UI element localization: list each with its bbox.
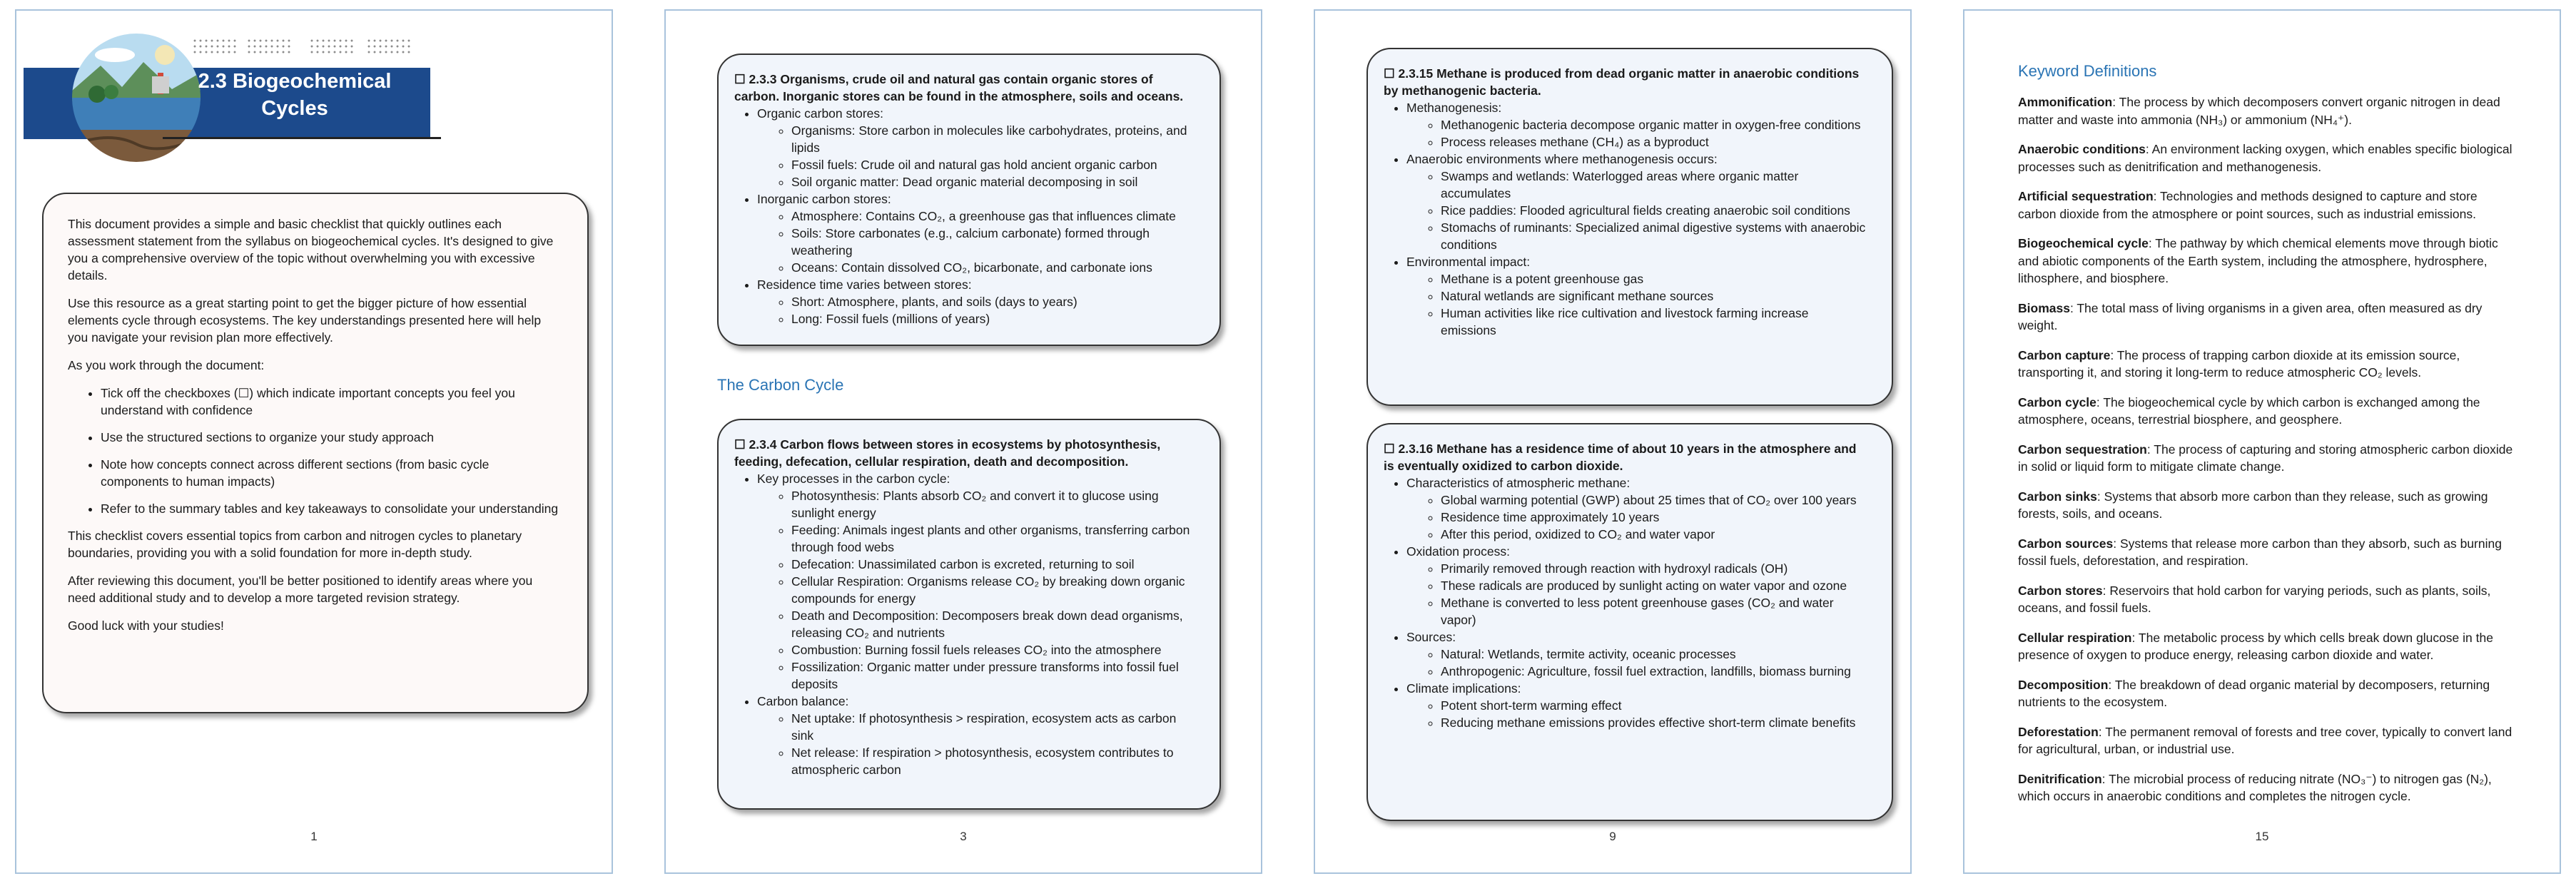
intro-paragraph: Use this resource as a great starting point to get the bigger picture of how essential elements cycle through ecosystems. The key understandings presented here will help you navigate your revision plan more effectively. xyxy=(68,296,542,345)
list-item: ◦ These radicals are produced by sunlight acting on water vapor and ozone xyxy=(1441,577,1867,594)
page-1 xyxy=(15,9,613,874)
list-item: ◦ Feeding: Animals ingest plants and other organisms, transferring carbon through food webs xyxy=(791,521,1195,556)
ecosystem-globe-illustration xyxy=(72,34,201,162)
title-underline xyxy=(163,137,441,139)
list-item: ◦ After this period, oxidized to CO₂ and water vapor xyxy=(1441,526,1867,543)
list-item: ◦ Reducing methane emissions provides effective short-term climate benefits xyxy=(1441,714,1867,731)
decorative-dots xyxy=(246,38,290,56)
keyword-entry: Carbon sequestration: The process of capturing and storing atmospheric carbon dioxide in solid or liquid form to mitigate climate change. xyxy=(2018,442,2513,474)
decorative-dots xyxy=(192,38,236,56)
checklist-item-title: ☐ 2.3.4 Carbon flows between stores in ecosystems by photosynthesis, feeding, defecation, cellular respiration, death and decomposition. xyxy=(734,437,1161,469)
keyword-entry: Carbon cycle: The biogeochemical cycle by which carbon is exchanged among the atmosphere, oceans, terrestrial biosphere, and geosphere. xyxy=(2018,394,2480,427)
list-item: • Carbon balance: ◦ Net uptake: If photosynthesis > respiration, ecosystem acts as carbon sink ◦ Net release: If respiration > photosynthesis, ecosystem contributes to atmospheric carbon xyxy=(757,693,1195,778)
keyword-entry: Carbon sinks: Systems that absorb more carbon than they release, such as growing forests, soils, and oceans. xyxy=(2018,489,2488,521)
keyword-definitions xyxy=(2018,62,2517,818)
checklist-item-title: ☐ 2.3.3 Organisms, crude oil and natural gas contain organic stores of carbon. Inorganic stores can be found in the atmosphere, soils and oceans. xyxy=(734,72,1184,103)
page-3 xyxy=(664,9,1262,874)
list-item: • Residence time varies between stores: ◦ Short: Atmosphere, plants, and soils (days to years) ◦ Long: Fossil fuels (millions of years) xyxy=(757,276,1195,327)
list-item: ◦ Defecation: Unassimilated carbon is excreted, returning to soil xyxy=(791,556,1195,573)
list-item: ◦ Net uptake: If photosynthesis > respiration, ecosystem acts as carbon sink xyxy=(791,710,1195,744)
list-item: ◦ Combustion: Burning fossil fuels releases CO₂ into the atmosphere xyxy=(791,641,1195,658)
intro-bullet: • Note how concepts connect across different sections (from basic cycle components to human impacts) xyxy=(101,456,559,490)
keyword-entry: Carbon stores: Reservoirs that hold carbon for varying periods, such as plants, soils, oceans, and fossil fuels. xyxy=(2018,583,2491,615)
keyword-entry: Anaerobic conditions: An environment lacking oxygen, which enables specific biological processes such as denitrification and methanogenesis. xyxy=(2018,142,2512,174)
list-item: • Environmental impact: ◦ Methane is a potent greenhouse gas ◦ Natural wetlands are significant methane sources ◦ Human activities like rice cultivation and livestock farming increase emissions xyxy=(1406,253,1867,339)
list-item: ◦ Anthropogenic: Agriculture, fossil fuel extraction, landfills, biomass burning xyxy=(1441,663,1867,680)
list-item: ◦ Soils: Store carbonates (e.g., calcium carbonate) formed through weathering xyxy=(791,225,1195,259)
list-item: ◦ Residence time approximately 10 years xyxy=(1441,509,1867,526)
intro-paragraph: After reviewing this document, you'll be better positioned to identify areas where you need additional study and to develop a more targeted revision strategy. xyxy=(68,574,533,605)
list-item: ◦ Swamps and wetlands: Waterlogged areas where organic matter accumulates xyxy=(1441,168,1867,202)
section-heading: Keyword Definitions xyxy=(2018,62,2157,80)
checklist-card-2-3-15 xyxy=(1366,48,1893,406)
list-item: • Characteristics of atmospheric methane: ◦ Global warming potential (GWP) about 25 times that of CO₂ over 100 years ◦ Residence time approximately 10 years ◦ After this period, oxidized to CO₂ and water vapor xyxy=(1406,474,1867,543)
list-item: • Organic carbon stores: ◦ Organisms: Store carbon in molecules like carbohydrates, proteins, and lipids ◦ Fossil fuels: Crude oil and natural gas hold ancient organic carbon ◦ Soil organic matter: Dead organic material decomposing in soil xyxy=(757,105,1195,190)
list-item: ◦ Stomachs of ruminants: Specialized animal digestive systems with anaerobic conditions xyxy=(1441,219,1867,253)
list-item: ◦ Methanogenic bacteria decompose organic matter in oxygen-free conditions xyxy=(1441,116,1867,133)
checklist-card-2-3-3 xyxy=(717,54,1221,346)
checklist-card-2-3-4 xyxy=(717,419,1221,810)
list-item: ◦ Primarily removed through reaction with hydroxyl radicals (OH) xyxy=(1441,560,1867,577)
list-item: ◦ Organisms: Store carbon in molecules like carbohydrates, proteins, and lipids xyxy=(791,122,1195,156)
keyword-entry: Ammonification: The process by which decomposers convert organic nitrogen in dead matter and waste into ammonia (NH₃) or ammonium (NH₄⁺). xyxy=(2018,95,2500,127)
page-number: 9 xyxy=(1609,830,1616,843)
intro-bullets xyxy=(68,385,559,517)
intro-bullet: • Refer to the summary tables and key takeaways to consolidate your understanding xyxy=(101,500,559,517)
page-15 xyxy=(1963,9,2561,874)
intro-bullet: • Tick off the checkboxes (☐) which indicate important concepts you feel you understand with confidence xyxy=(101,385,559,419)
list-item: • Methanogenesis: ◦ Methanogenic bacteria decompose organic matter in oxygen-free conditions ◦ Process releases methane (CH₄) as a byproduct xyxy=(1406,99,1867,151)
list-item: ◦ Photosynthesis: Plants absorb CO₂ and convert it to glucose using sunlight energy xyxy=(791,487,1195,521)
keyword-entry: Denitrification: The microbial process of reducing nitrate (NO₃⁻) to nitrogen gas (N₂), which occurs in anaerobic conditions and completes the nitrogen cycle. xyxy=(2018,771,2492,803)
intro-paragraph: This checklist covers essential topics from carbon and nitrogen cycles to planetary boundaries, providing you with a solid foundation for more in-depth study. xyxy=(68,529,522,560)
list-item: ◦ Natural: Wetlands, termite activity, oceanic processes xyxy=(1441,646,1867,663)
page-number: 15 xyxy=(2255,830,2269,843)
keyword-entry: Carbon sources: Systems that release more carbon than they absorb, such as burning fossil fuels, deforestation, and respiration. xyxy=(2018,536,2502,568)
list-item: ◦ Death and Decomposition: Decomposers break down dead organisms, releasing CO₂ and nutrients xyxy=(791,607,1195,641)
decorative-dots xyxy=(366,38,410,56)
list-item: ◦ Global warming potential (GWP) about 25 times that of CO₂ over 100 years xyxy=(1441,492,1867,509)
list-item: ◦ Methane is converted to less potent greenhouse gases (CO₂ and water vapor) xyxy=(1441,594,1867,628)
intro-paragraph: Good luck with your studies! xyxy=(68,618,224,633)
title-line-1: 2.3 Biogeochemical xyxy=(198,70,392,93)
intro-paragraph: This document provides a simple and basic checklist that quickly outlines each assessment statement from the syllabus on biogeochemical cycles. It's designed to give you a comprehensive overview of the topic without overwhelming you with excessive details. xyxy=(68,217,554,282)
decorative-dots xyxy=(309,38,353,56)
list-item: ◦ Rice paddies: Flooded agricultural fields creating anaerobic soil conditions xyxy=(1441,202,1867,219)
list-item: • Inorganic carbon stores: ◦ Atmosphere: Contains CO₂, a greenhouse gas that influences climate ◦ Soils: Store carbonates (e.g., calcium carbonate) formed through weathering ◦ Oceans: Contain dissolved CO₂, bicarbonate, and carbonate ions xyxy=(757,190,1195,276)
list-item: ◦ Short: Atmosphere, plants, and soils (days to years) xyxy=(791,293,1195,310)
keyword-entry: Biomass: The total mass of living organisms in a given area, often measured as dry weight. xyxy=(2018,300,2483,332)
list-item: ◦ Methane is a potent greenhouse gas xyxy=(1441,270,1867,287)
list-item: ◦ Fossilization: Organic matter under pressure transforms into fossil fuel deposits xyxy=(791,658,1195,693)
document-title xyxy=(188,68,402,122)
list-item: • Sources: ◦ Natural: Wetlands, termite activity, oceanic processes ◦ Anthropogenic: Agriculture, fossil fuel extraction, landfills, biomass burning xyxy=(1406,628,1867,680)
list-item: • Oxidation process: ◦ Primarily removed through reaction with hydroxyl radicals (OH) ◦ These radicals are produced by sunlight acting on water vapor and ozone ◦ Methane is converted to less potent greenhouse gases (CO₂ and water vapor) xyxy=(1406,543,1867,628)
keyword-entry: Biogeochemical cycle: The pathway by which chemical elements move through biotic and abiotic components of the Earth system, including the atmosphere, hydrosphere, lithosphere, and biosphere. xyxy=(2018,236,2498,285)
keyword-entry: Deforestation: The permanent removal of forests and tree cover, typically to convert land for agricultural, urban, or industrial use. xyxy=(2018,724,2512,756)
intro-paragraph: As you work through the document: xyxy=(68,358,265,372)
checklist-item-title: ☐ 2.3.16 Methane has a residence time of about 10 years in the atmosphere and is eventually oxidized to carbon dioxide. xyxy=(1384,442,1857,473)
list-item: ◦ Soil organic matter: Dead organic material decomposing in soil xyxy=(791,173,1195,190)
list-item: ◦ Human activities like rice cultivation and livestock farming increase emissions xyxy=(1441,305,1867,339)
keyword-entry: Cellular respiration: The metabolic process by which cells break down glucose in the presence of oxygen to produce energy, releasing carbon dioxide and water. xyxy=(2018,630,2493,662)
list-item: ◦ Net release: If respiration > photosynthesis, ecosystem contributes to atmospheric carbon xyxy=(791,744,1195,778)
list-item: ◦ Oceans: Contain dissolved CO₂, bicarbonate, and carbonate ions xyxy=(791,259,1195,276)
list-item: • Key processes in the carbon cycle: ◦ Photosynthesis: Plants absorb CO₂ and convert it to glucose using sunlight energy ◦ Feeding: Animals ingest plants and other organisms, transferring carbon through food webs ◦ Defecation: Unassimilated carbon is excreted, returning to soil ◦ Cellular Respiration: Organisms release CO₂ by breaking down organic compounds for energy ◦ Death and Decomposition: Decomposers break down dead organisms, releasing CO₂ and nutrients ◦ Combustion: Burning fossil fuels releases CO₂ into the atmosphere ◦ Fossilization: Organic matter under pressure transforms into fossil fuel deposits xyxy=(757,470,1195,693)
page-number: 3 xyxy=(960,830,967,843)
title-line-2: Cycles xyxy=(261,97,328,120)
page-9 xyxy=(1314,9,1912,874)
list-item: ◦ Potent short-term warming effect xyxy=(1441,697,1867,714)
list-item: ◦ Atmosphere: Contains CO₂, a greenhouse gas that influences climate xyxy=(791,208,1195,225)
list-item: • Climate implications: ◦ Potent short-term warming effect ◦ Reducing methane emissions provides effective short-term climate benefits xyxy=(1406,680,1867,731)
keyword-entry: Carbon capture: The process of trapping carbon dioxide at its emission source, transporting it, and storing it long-term to reduce atmospheric CO₂ levels. xyxy=(2018,347,2460,380)
list-item: • Anaerobic environments where methanogenesis occurs: ◦ Swamps and wetlands: Waterlogged areas where organic matter accumulates ◦ Rice paddies: Flooded agricultural fields creating anaerobic soil conditions ◦ Stomachs of ruminants: Specialized animal digestive systems with anaerobic conditions xyxy=(1406,151,1867,253)
keyword-entry: Decomposition: The breakdown of dead organic material by decomposers, returning nutrients to the ecosystem. xyxy=(2018,677,2490,709)
intro-bullet: • Use the structured sections to organize your study approach xyxy=(101,429,559,446)
intro-card xyxy=(42,193,589,713)
checklist-card-2-3-16 xyxy=(1366,423,1893,821)
list-item: ◦ Fossil fuels: Crude oil and natural gas hold ancient organic carbon xyxy=(791,156,1195,173)
checklist-item-title: ☐ 2.3.15 Methane is produced from dead organic matter in anaerobic conditions by methanogenic bacteria. xyxy=(1384,66,1860,98)
list-item: ◦ Process releases methane (CH₄) as a byproduct xyxy=(1441,133,1867,151)
section-heading: The Carbon Cycle xyxy=(717,376,844,394)
list-item: ◦ Cellular Respiration: Organisms release CO₂ by breaking down organic compounds for energy xyxy=(791,573,1195,607)
list-item: ◦ Long: Fossil fuels (millions of years) xyxy=(791,310,1195,327)
list-item: ◦ Natural wetlands are significant methane sources xyxy=(1441,287,1867,305)
page-number: 1 xyxy=(310,830,318,843)
keyword-entry: Artificial sequestration: Technologies and methods designed to capture and store carbon dioxide from the atmosphere or point sources, such as industrial emissions. xyxy=(2018,189,2478,221)
